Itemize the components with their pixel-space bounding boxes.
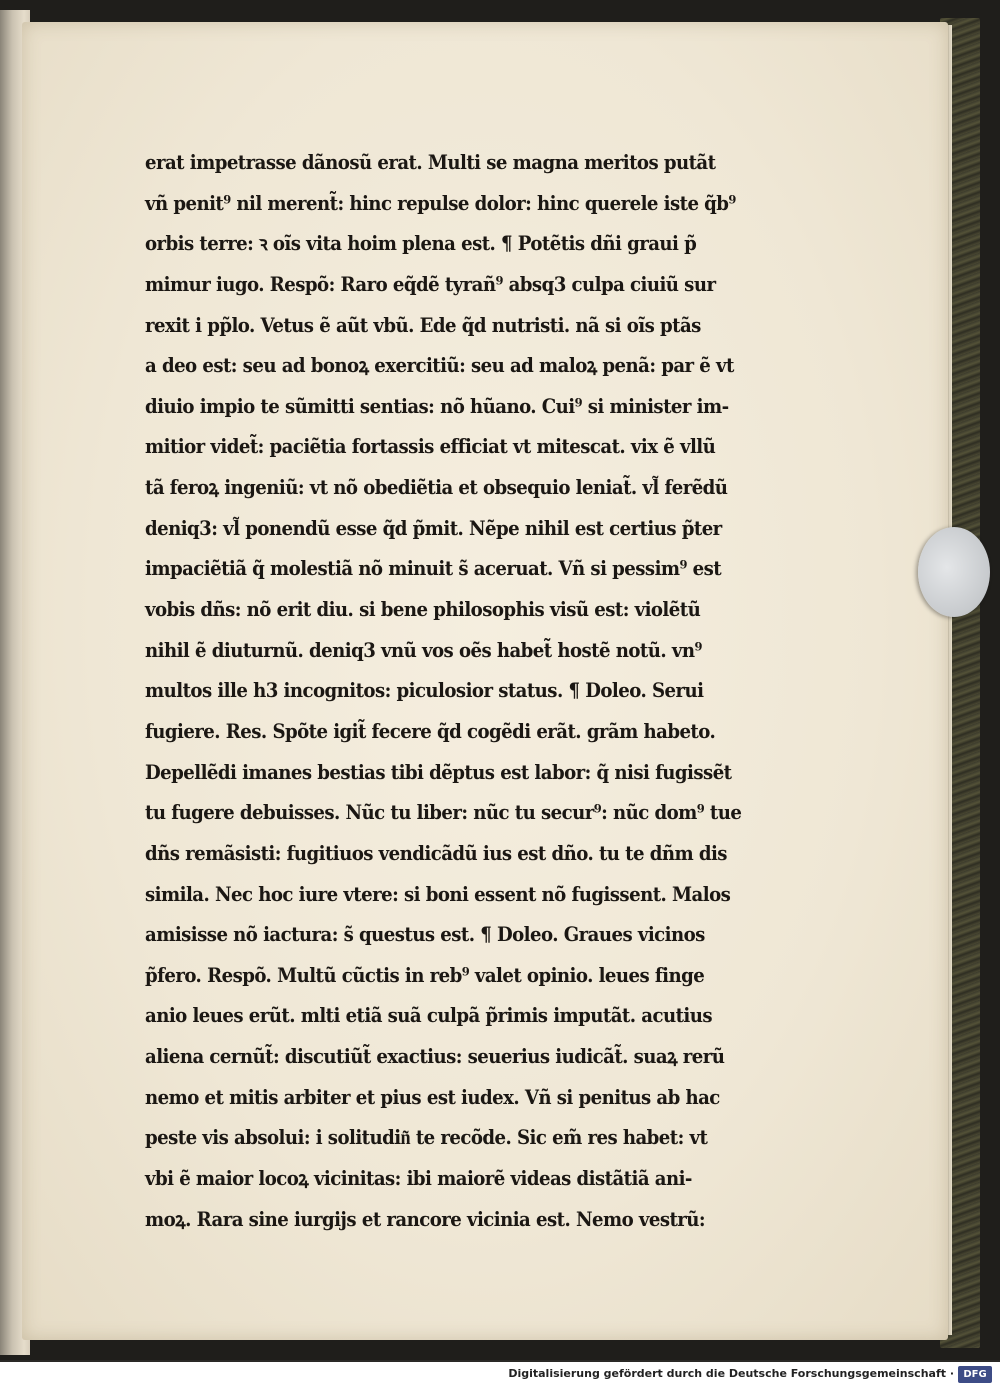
text-line: multos ille h3 incognitos: piculosior status. ¶ Doleo. Serui (145, 679, 704, 703)
text-line: Depellẽdi imanes bestias tibi dẽptus est labor: q̃ nisi fugissẽt (145, 760, 732, 784)
text-line: peste vis absolui: i solitudin͂ te recõde. Sic em̃ res habet: vt (145, 1126, 708, 1150)
text-line: orbis terre: ꝛ oĩs vita hoim plena est. ¶ Potẽtis dñi graui p̃ (145, 232, 697, 256)
text-line: tã feroꝝ ingeniũ: vt nõ obediẽtia et obsequio leniat̃. vl̃ ferẽdũ (145, 476, 728, 500)
text-line: mimur iugo. Respõ: Raro eq̃dẽ tyrañ⁹ absq3 culpa ciuiũ sur (145, 272, 716, 296)
text-line: nemo et mitis arbiter et pius est iudex. Vñ si penitus ab hac (145, 1085, 720, 1109)
text-line: a deo est: seu ad bonoꝝ exercitiũ: seu ad maloꝝ penã: par ẽ vt (145, 354, 734, 378)
text-line: vñ penit⁹ nil merent̃: hinc repulse dolor: hinc querele iste q̃b⁹ (145, 191, 736, 215)
text-line: fugiere. Res. Spõte igit̃ fecere q̃d cogẽdi erãt. grãm habeto. (145, 719, 716, 743)
funding-credit: Digitalisierung gefördert durch die Deutsche Forschungsgemeinschaft · (508, 1367, 954, 1380)
text-line: mitior videt̃: paciẽtia fortassis efficiat vt mitescat. vix ẽ vllũ (145, 435, 716, 459)
text-line: tu fugere debuisses. Nũc tu liber: nũc tu secur⁹: nũc dom⁹ tue (145, 801, 742, 825)
footer-bar (0, 1362, 1000, 1388)
text-line: nihil ẽ diuturnũ. deniq3 vnũ vos oẽs habet̃ hostẽ notũ. vn⁹ (145, 638, 702, 662)
text-line: diuio impio te sũmitti sentias: nõ hũano. Cui⁹ si minister im- (145, 394, 729, 418)
text-line: rexit i pp̃lo. Vetus ẽ aũt vbũ. Ede q̃d nutristi. nã si oĩs ptãs (145, 313, 701, 337)
text-line: impaciẽtiã q̃ molestiã nõ minuit s̃ aceruat. Vñ si pessim⁹ est (145, 557, 722, 581)
text-line: dñs remãsisti: fugitiuos vendicãdũ ius est dño. tu te dñm dis (145, 841, 727, 865)
page-clip (918, 527, 990, 617)
text-line: aliena cernũt̃: discutiũt̃ exactius: seuerius iudicãt̃. suaꝝ rerũ (145, 1045, 725, 1069)
text-block (145, 143, 742, 1240)
text-line: anio leues erũt. mlti etiã suã culpã p̃rimis imputãt. acutius (145, 1004, 712, 1028)
dfg-logo: DFG (958, 1366, 992, 1383)
text-line: vobis dñs: nõ erit diu. si bene philosophis visũ est: violẽtũ (145, 598, 701, 622)
text-line: p̃fero. Respõ. Multũ cũctis in reb⁹ valet opinio. leues finge (145, 963, 705, 987)
text-line: amisisse nõ iactura: s̃ questus est. ¶ Doleo. Graues vicinos (145, 923, 705, 947)
text-line: erat impetrasse dãnosũ erat. Multi se magna meritos putãt (145, 151, 716, 174)
text-line: vbi ẽ maior locoꝝ vicinitas: ibi maiorẽ videas distãtiã ani- (145, 1167, 692, 1191)
text-line: moꝝ. Rara sine iurgijs et rancore vicinia est. Nemo vestrũ: (145, 1207, 706, 1231)
text-line: simila. Nec hoc iure vtere: si boni essent nõ fugissent. Malos (145, 882, 731, 906)
text-line: deniq3: vl̃ ponendũ esse q̃d p̃mit. Nẽpe nihil est certius p̃ter (145, 516, 722, 540)
